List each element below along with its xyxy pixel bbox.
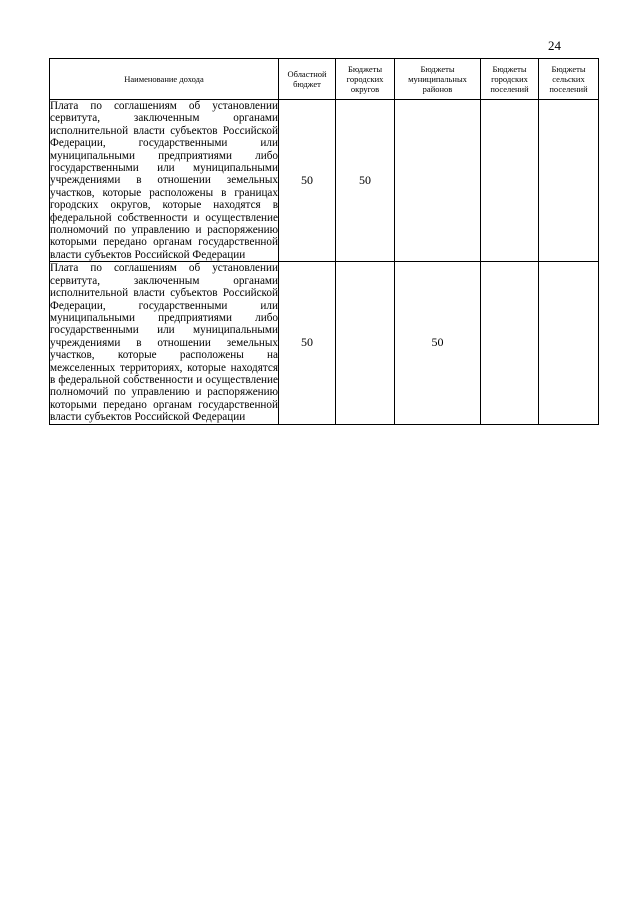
municipal-districts-value-cell: 50	[395, 262, 481, 424]
header-rural-settlements: Бюджеты сельских поселений	[539, 59, 599, 100]
table-row	[50, 262, 599, 424]
income-name-cell: Плата по соглашениям об установлении сервитута, заключенным органами исполнительной власти субъектов Российской Федерации, государственными или муниципальными предприятиями либо государственными или муниципальными учреждениями в отношении земельных участков, которые расположены в границах городских округов, которые находятся в федеральной собственности и осуществление полномочий по управлению и распоряжению которыми передано органам государственной власти субъектов Российской Федерации	[50, 100, 278, 261]
income-name-cell: Плата по соглашениям об установлении сервитута, заключенным органами исполнительной власти субъектов Российской Федерации, государственными или муниципальными предприятиями либо государственными или муниципальными учреждениями в отношении земельных участков, которые расположены на межселенных территориях, которые находятся в федеральной собственности и осуществление полномочий по управлению и распоряжению которыми передано органам государственной власти субъектов Российской Федерации	[50, 262, 278, 424]
income-distribution-table	[49, 58, 599, 425]
header-city-districts: Бюджеты городских округов	[336, 59, 395, 100]
table-row	[50, 100, 599, 262]
city-districts-value-cell: 50	[336, 100, 395, 262]
table-header-row	[50, 59, 599, 100]
oblast-value-cell: 50	[279, 262, 336, 424]
municipal-districts-value-cell	[395, 100, 481, 262]
header-municipal-districts: Бюджеты муниципальных районов	[395, 59, 481, 100]
urban-settlements-value-cell	[481, 100, 539, 262]
oblast-value-cell: 50	[279, 100, 336, 262]
header-urban-settlements: Бюджеты городских поселений	[481, 59, 539, 100]
header-income-name: Наименование дохода	[50, 59, 279, 100]
urban-settlements-value-cell	[481, 262, 539, 424]
page-number: 24	[548, 38, 561, 53]
rural-settlements-value-cell	[539, 100, 599, 262]
rural-settlements-value-cell	[539, 262, 599, 424]
city-districts-value-cell	[336, 262, 395, 424]
header-oblast-budget: Областной бюджет	[279, 59, 336, 100]
